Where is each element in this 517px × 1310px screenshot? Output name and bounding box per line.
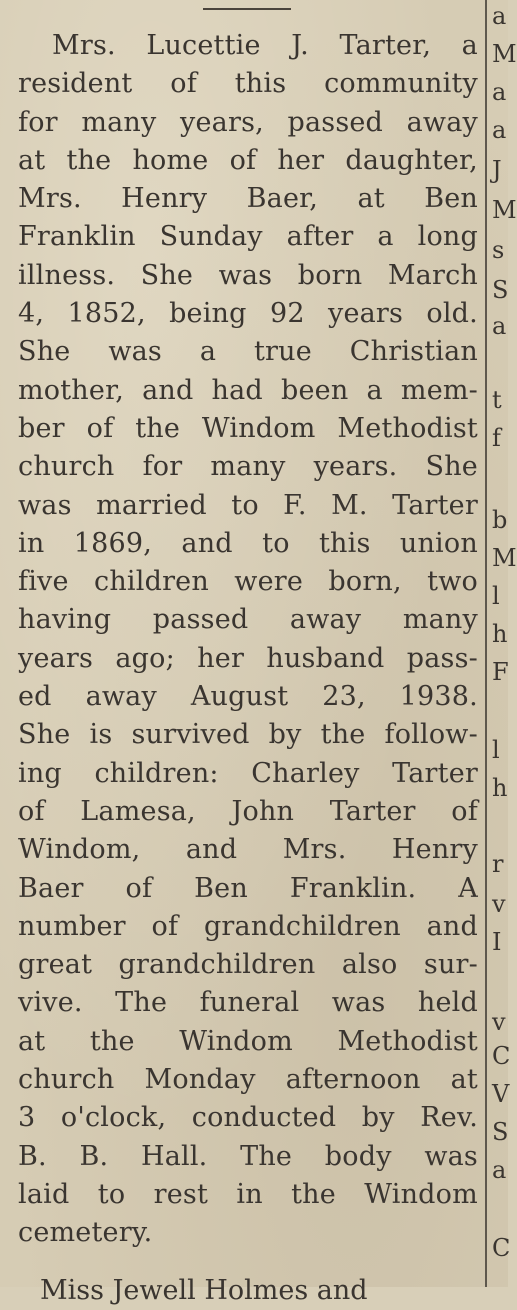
article-line: was married to F. M. Tarter: [18, 489, 478, 521]
adjacent-column-char: b: [492, 506, 508, 534]
adjacent-column-char: C: [492, 1234, 511, 1262]
next-article-text: Miss Jewell Holmes and: [40, 1275, 368, 1306]
next-article-partial-line: [40, 1272, 480, 1306]
article-line: in 1869, and to this union: [18, 527, 478, 559]
adjacent-column-char: f: [492, 424, 501, 452]
article-line: resident of this community: [18, 68, 478, 100]
adjacent-column-char: I: [492, 928, 502, 956]
article-line: mother, and had been a mem-: [18, 374, 478, 406]
article-line: Mrs. Henry Baer, at Ben: [18, 183, 478, 215]
article-line: for many years, passed away: [18, 106, 478, 138]
article-line: Mrs. Lucettie J. Tarter, a: [52, 30, 478, 61]
adjacent-column-char: F: [492, 658, 509, 686]
article-line: Windom, and Mrs. Henry: [18, 834, 478, 866]
article-line: five children were born, two: [18, 566, 478, 598]
article-line: great grandchildren also sur-: [18, 949, 478, 981]
article-line: church Monday afternoon at: [18, 1064, 478, 1096]
adjacent-column-char: l: [492, 736, 500, 764]
adjacent-column-char: a: [492, 312, 507, 340]
obituary-article: [18, 27, 478, 1253]
adjacent-column-char: a: [492, 2, 507, 30]
article-line: Baer of Ben Franklin. A: [18, 872, 478, 904]
adjacent-column-char: M: [492, 544, 517, 572]
article-line: at the home of her daughter,: [18, 144, 478, 176]
adjacent-column-char: v: [492, 890, 506, 918]
article-line: cemetery.: [18, 1217, 153, 1249]
article-line: having passed away many: [18, 604, 478, 636]
article-line: She is survived by the follow-: [18, 719, 478, 751]
article-line: ber of the Windom Methodist: [18, 412, 478, 444]
article-line: vive. The funeral was held: [18, 987, 478, 1019]
article-line: 3 o'clock, conducted by Rev.: [18, 1102, 478, 1134]
adjacent-column-char: V: [492, 1080, 510, 1108]
adjacent-column-char: S: [492, 276, 509, 304]
column-divider-rule: [485, 0, 487, 1287]
article-line: ed away August 23, 1938.: [18, 681, 478, 713]
adjacent-column-char: C: [492, 1042, 511, 1070]
adjacent-column-char: l: [492, 582, 500, 610]
adjacent-column-char: M: [492, 196, 517, 224]
article-line: She was a true Christian: [18, 336, 478, 368]
article-line: number of grandchildren and: [18, 910, 478, 942]
adjacent-column-char: s: [492, 236, 505, 264]
adjacent-column-char: v: [492, 1008, 506, 1036]
article-line: laid to rest in the Windom: [18, 1178, 478, 1210]
adjacent-column-char: S: [492, 1118, 509, 1146]
adjacent-column-fragment: [492, 0, 517, 1287]
adjacent-column-char: a: [492, 1156, 507, 1184]
adjacent-column-char: t: [492, 386, 502, 414]
adjacent-column-char: M: [492, 40, 517, 68]
article-line: B. B. Hall. The body was: [18, 1140, 478, 1172]
adjacent-column-char: a: [492, 78, 507, 106]
article-line: years ago; her husband pass-: [18, 642, 478, 674]
adjacent-column-char: h: [492, 620, 508, 648]
article-line: ing children: Charley Tarter: [18, 757, 478, 789]
article-line: Franklin Sunday after a long: [18, 221, 478, 253]
adjacent-column-char: r: [492, 850, 504, 878]
article-line: of Lamesa, John Tarter of: [18, 795, 478, 827]
column-top-rule: [203, 8, 291, 10]
adjacent-column-char: h: [492, 774, 508, 802]
adjacent-column-char: a: [492, 116, 507, 144]
article-line: illness. She was born March: [18, 259, 478, 291]
adjacent-column-char: J: [492, 156, 502, 184]
article-line: at the Windom Methodist: [18, 1025, 478, 1057]
article-line: 4, 1852, being 92 years old.: [18, 298, 478, 330]
article-line: church for many years. She: [18, 451, 478, 483]
